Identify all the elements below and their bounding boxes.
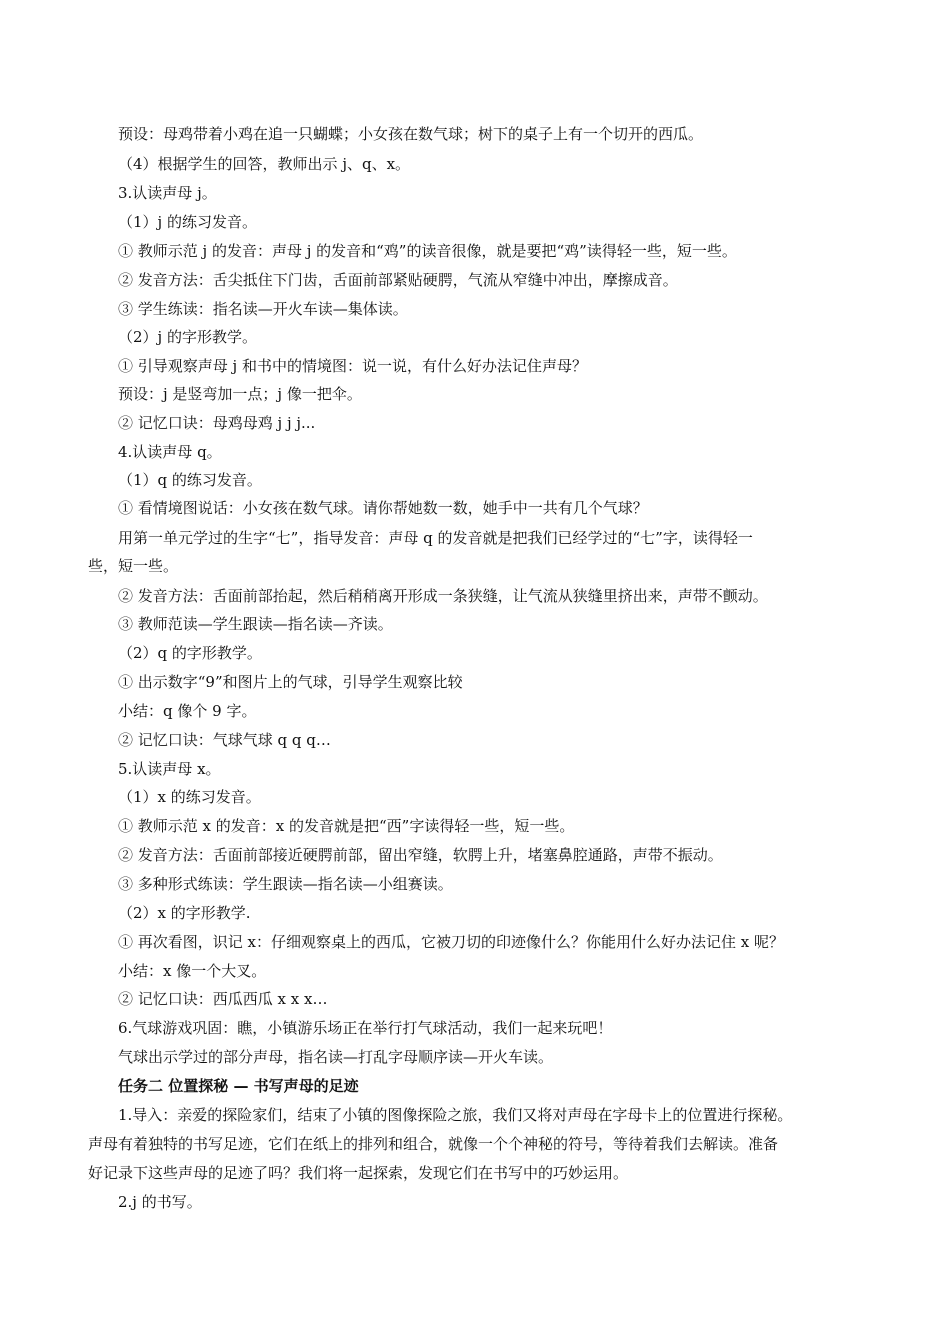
text-line: 预设：j 是竖弯加一点；j 像一把伞。 <box>118 385 362 403</box>
text-line: ② 记忆口诀：气球气球 q q q… <box>118 731 331 749</box>
text-line: 些，短一些。 <box>88 557 179 575</box>
section-heading: 任务二 位置探秘 — 书写声母的足迹 <box>118 1077 359 1095</box>
text-line: （2）j 的字形教学。 <box>118 328 257 346</box>
text-line: 气球出示学过的部分声母，指名读—打乱字母顺序读—开火车读。 <box>118 1048 554 1066</box>
text-line: （1）q 的练习发音。 <box>118 471 262 489</box>
text-line: ① 引导观察声母 j 和书中的情境图：说一说，有什么好办法记住声母？ <box>118 357 587 375</box>
text-line: ② 记忆口诀：西瓜西瓜 x x x… <box>118 990 328 1008</box>
text-line: 声母有着独特的书写足迹，它们在纸上的排列和组合，就像一个个神秘的符号，等待着我们去解读。准备 <box>88 1135 779 1153</box>
text-line: ② 发音方法：舌面前部抬起，然后稍稍离开形成一条狭缝，让气流从狭缝里挤出来，声带不颤动。 <box>118 587 768 605</box>
text-line: ③ 多种形式练读：学生跟读—指名读—小组赛读。 <box>118 875 453 893</box>
text-line: （2）x 的字形教学. <box>118 904 251 922</box>
text-line: ③ 教师范读—学生跟读—指名读—齐读。 <box>118 615 393 633</box>
text-line: 4.认读声母 q。 <box>118 443 222 461</box>
text-line: 预设：母鸡带着小鸡在追一只蝴蝶；小女孩在数气球；树下的桌子上有一个切开的西瓜。 <box>118 125 704 143</box>
text-line: ① 教师示范 x 的发音：x 的发音就是把“西”字读得轻一些，短一些。 <box>118 817 575 835</box>
text-line: （1）j 的练习发音。 <box>118 213 257 231</box>
text-line: 小结：x 像一个大叉。 <box>118 962 267 980</box>
text-line: （2）q 的字形教学。 <box>118 644 262 662</box>
text-line: ② 记忆口诀：母鸡母鸡 j j j... <box>118 414 316 432</box>
text-line: 好记录下这些声母的足迹了吗？我们将一起探索，发现它们在书写中的巧妙运用。 <box>88 1164 629 1182</box>
text-line: 3.认读声母 j。 <box>118 184 217 202</box>
text-line: ① 再次看图，识记 x：仔细观察桌上的西瓜，它被刀切的印迹像什么？你能用什么好办法记住 x 呢？ <box>118 933 784 951</box>
text-line: 2.j 的书写。 <box>118 1193 202 1211</box>
text-line: ② 发音方法：舌尖抵住下门齿，舌面前部紧贴硬腭，气流从窄缝中冲出，摩擦成音。 <box>118 271 678 289</box>
text-line: 5.认读声母 x。 <box>118 760 221 778</box>
text-line: 小结：q 像个 9 字。 <box>118 702 257 720</box>
text-line: 1.导入：亲爱的探险家们，结束了小镇的图像探险之旅，我们又将对声母在字母卡上的位置进行探秘。 <box>118 1106 793 1124</box>
text-line: 6.气球游戏巩固：瞧，小镇游乐场正在举行打气球活动，我们一起来玩吧！ <box>118 1019 613 1037</box>
text-line: ③ 学生练读：指名读—开火车读—集体读。 <box>118 300 408 318</box>
text-line: ① 教师示范 j 的发音：声母 j 的发音和“鸡”的读音很像，就是要把“鸡”读得轻一些，短一些。 <box>118 242 737 260</box>
text-line: （1）x 的练习发音。 <box>118 788 261 806</box>
text-line: ② 发音方法：舌面前部接近硬腭前部，留出窄缝，软腭上升，堵塞鼻腔通路，声带不振动。 <box>118 846 723 864</box>
text-line: （4）根据学生的回答，教师出示 j、q、x。 <box>118 155 411 173</box>
text-line: ① 看情境图说话：小女孩在数气球。请你帮她数一数，她手中一共有几个气球？ <box>118 499 648 517</box>
text-line: ① 出示数字“9”和图片上的气球，引导学生观察比较 <box>118 673 463 691</box>
text-line: 用第一单元学过的生字“七”，指导发音：声母 q 的发音就是把我们已经学过的“七”字，读得轻一 <box>118 529 753 547</box>
